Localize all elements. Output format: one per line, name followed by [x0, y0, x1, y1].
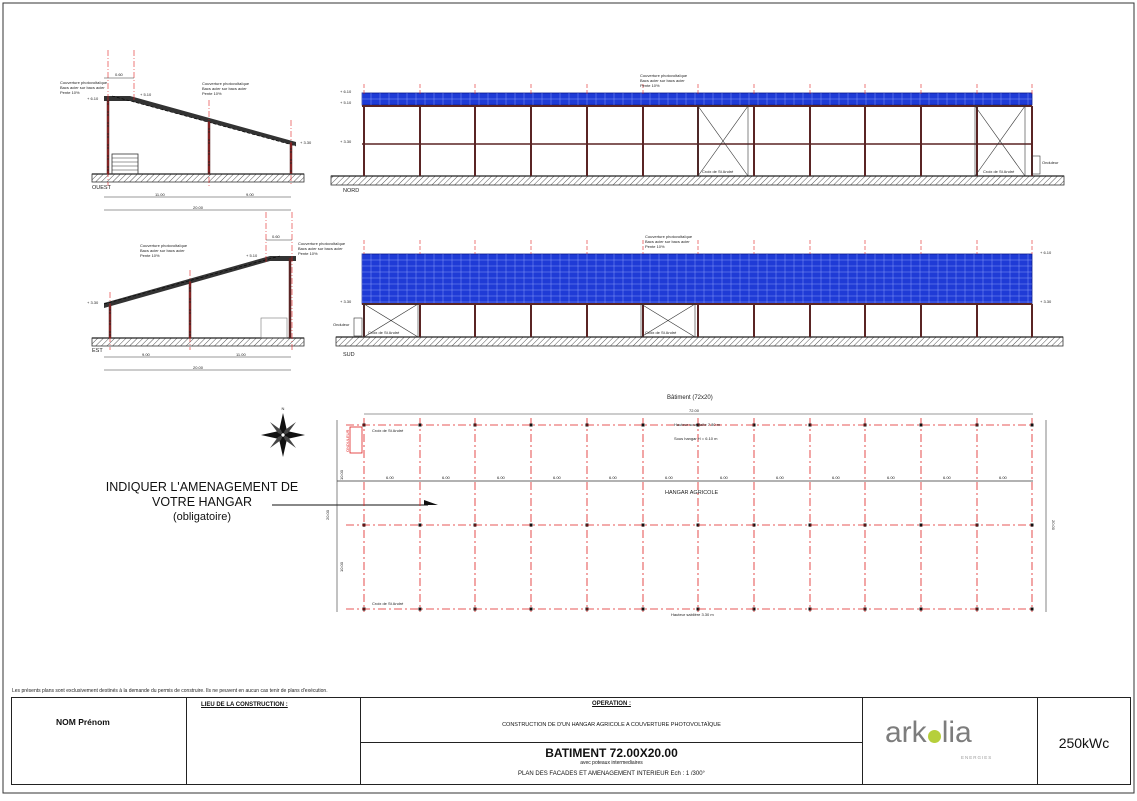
- east-elevation: [87, 212, 346, 370]
- plan-title: Bâtiment (72x20): [667, 395, 713, 401]
- west-roof-note-2: Bacs acier sur bacs acier: [60, 85, 105, 90]
- logo-sun-icon: [928, 730, 941, 743]
- south-cross-note-2: Croix de St André: [645, 330, 677, 335]
- north-label: NORD: [343, 188, 360, 194]
- north-cross-note: Croix de St André: [702, 169, 734, 174]
- south-level-left: + 3.30: [340, 299, 352, 304]
- instruction-note: [96, 480, 308, 525]
- plan-note-top-2: Sous hangar H = 6.10 m: [674, 436, 718, 441]
- east-roof-note-4: Couverture photovoltaïque: [298, 241, 346, 246]
- logo-text-a: ark: [885, 716, 927, 749]
- title-name-cell: [12, 698, 187, 784]
- west-dim-total: 20.00: [193, 205, 204, 210]
- east-dim-total: 20.00: [193, 365, 204, 370]
- east-roof-note-2: Bacs acier sur bacs acier: [140, 248, 185, 253]
- owner-name: NOM Prénom: [56, 717, 110, 727]
- plan-bay-dim: 6.00: [497, 475, 505, 480]
- onduleur-label: ONDULEUR: [345, 429, 350, 452]
- plan-bay-dimensions: [386, 475, 1008, 480]
- compass-n-label: N: [281, 406, 285, 411]
- south-label: SUD: [343, 352, 355, 358]
- north-level-mid: + 5.10: [340, 100, 352, 105]
- west-dim-small: 0.60: [115, 72, 123, 77]
- batiment-title: BATIMENT 72.00X20.00: [545, 746, 678, 760]
- south-ground: [336, 337, 1063, 346]
- south-local-note: Onduleur: [333, 322, 350, 327]
- plan-bay-dim: 6.00: [832, 475, 840, 480]
- east-dim-b: 9.00: [142, 352, 150, 357]
- onduleur-room: [350, 427, 362, 453]
- east-roof-note-3: Pente 10%: [140, 253, 160, 258]
- plan-side-part: 10.00: [339, 561, 344, 572]
- batiment-subtitle: avec poteaux intermediaires: [580, 760, 643, 766]
- plan-row-axes: [346, 425, 1033, 609]
- east-roof-note-6: Pente 10%: [298, 251, 318, 256]
- compass-rose: [261, 406, 305, 457]
- plan-bay-dim: 6.00: [887, 475, 895, 480]
- plan-bay-dim: 6.00: [776, 475, 784, 480]
- plan-side-dim-left: 20.00: [325, 509, 330, 520]
- west-level-top: + 6.10: [87, 96, 99, 101]
- logo-subtitle: ENERGIES: [961, 755, 993, 760]
- east-level-mid: + 5.10: [246, 253, 258, 258]
- west-elevation: [60, 50, 312, 210]
- south-level-top: + 6.10: [1040, 250, 1052, 255]
- west-level-mid: + 5.10: [140, 92, 152, 97]
- plan-bay-dim: 6.00: [943, 475, 951, 480]
- west-roof-note-1: Couverture photovoltaïque: [60, 80, 108, 85]
- arkolia-logo: [885, 716, 972, 750]
- plan-side-dim: 20.00: [1051, 520, 1056, 531]
- south-roof-note-1: Couverture photovoltaïque: [645, 234, 693, 239]
- north-roof-note-3: Pente 10%: [640, 83, 660, 88]
- south-level-low: + 3.30: [1040, 299, 1052, 304]
- disclaimer: Les présents plans sont exclusivement destinés à la demande du permis de construire. Ils ne peuvent en aucun cas tenir de plans d'exécution.: [12, 688, 328, 694]
- plan-total-width: 72.00: [689, 408, 700, 413]
- plan-bay-dim: 6.00: [609, 475, 617, 480]
- operation-label: OPERATION :: [592, 701, 631, 707]
- west-roof-note-5: Bacs acier sur bacs acier: [202, 86, 247, 91]
- plan-bay-dim: 6.00: [720, 475, 728, 480]
- west-dim-b: 9.00: [246, 192, 254, 197]
- plan-bay-dim: 6.00: [386, 475, 394, 480]
- west-level-low: + 3.30: [300, 140, 312, 145]
- plan-title-line: PLAN DES FACADES ET AMENAGEMENT INTERIEUR Ech : 1 /300°: [518, 771, 705, 777]
- title-operation-cell: [361, 698, 863, 784]
- north-roof-note-2: Bacs acier sur bacs acier: [640, 78, 685, 83]
- south-roof-note-2: Bacs acier sur bacs acier: [645, 239, 690, 244]
- south-roof-note-3: Pente 10%: [645, 244, 665, 249]
- title-lieu-cell: [187, 698, 361, 784]
- plan-bay-dim: 6.00: [442, 475, 450, 480]
- east-dim-small: 0.60: [272, 234, 280, 239]
- plan-side-part-2: 10.00: [339, 469, 344, 480]
- west-door: [112, 154, 138, 174]
- north-roof-note-1: Couverture photovoltaïque: [640, 73, 688, 78]
- plan-bay-dim: 6.00: [665, 475, 673, 480]
- plan-cross-note: Croix de St André: [372, 428, 404, 433]
- east-label: EST: [92, 348, 103, 354]
- hangar-label: HANGAR AGRICOLE: [665, 490, 719, 496]
- north-ground: [331, 176, 1064, 185]
- plan-bay-dim: 6.00: [553, 475, 561, 480]
- north-bracing: [698, 106, 1025, 176]
- south-elevation: [333, 234, 1063, 358]
- south-cross-note: Croix de St André: [368, 330, 400, 335]
- north-level-top: + 6.10: [340, 89, 352, 94]
- east-roof-note-1: Couverture photovoltaïque: [140, 243, 188, 248]
- west-ground: [92, 174, 304, 182]
- north-elevation: [331, 73, 1064, 194]
- logo-text-b: lia: [941, 716, 972, 749]
- title-logo-cell: [863, 698, 1038, 784]
- north-local-note: Onduleur: [1042, 160, 1059, 165]
- west-dim-a: 11.00: [155, 192, 165, 197]
- west-roof-note-4: Couverture photovoltaïque: [202, 81, 250, 86]
- north-level-low: + 3.30: [340, 139, 352, 144]
- lieu-label: LIEU DE LA CONSTRUCTION :: [201, 702, 288, 708]
- east-ground: [92, 338, 304, 346]
- instruction-line-2: VOTRE HANGAR: [151, 495, 252, 509]
- title-power-cell: [1038, 698, 1130, 784]
- power-rating: 250kWc: [1058, 735, 1110, 751]
- west-label: OUEST: [92, 185, 111, 191]
- plan-cross-note-2: Croix de St André: [372, 601, 404, 606]
- west-roof-note-3: Pente 10%: [60, 90, 80, 95]
- operation-desc: CONSTRUCTION DE D'UN HANGAR AGRICOLE A COUVERTURE PHOTOVOLTAÏQUE: [502, 722, 721, 728]
- instruction-line-3: (obligatoire): [172, 511, 232, 523]
- west-roof: [104, 96, 296, 146]
- instruction-line-1: INDIQUER L'AMENAGEMENT DE: [105, 480, 299, 494]
- east-level-low: + 3.30: [87, 300, 99, 305]
- east-dim-a: 11.00: [236, 352, 246, 357]
- operation-divider: [361, 742, 862, 743]
- plan-note-bottom: Hauteur sablière 3.30 m: [671, 612, 714, 617]
- sheet-frame: [3, 3, 1134, 793]
- west-roof-note-6: Pente 10%: [202, 91, 222, 96]
- plan-bay-dim: 6.00: [999, 475, 1007, 480]
- title-block: [11, 697, 1131, 785]
- plan-column-axes: [363, 418, 1034, 612]
- south-pv-panels: [362, 254, 1032, 304]
- floor-plan: [325, 395, 1056, 617]
- east-roof-note-5: Bacs acier sur bacs acier: [298, 246, 343, 251]
- north-cross-note-2: Croix de St André: [983, 169, 1015, 174]
- plan-note-top-1: Hauteur sous faîte 7.80 m: [674, 422, 721, 427]
- east-roof: [104, 256, 296, 308]
